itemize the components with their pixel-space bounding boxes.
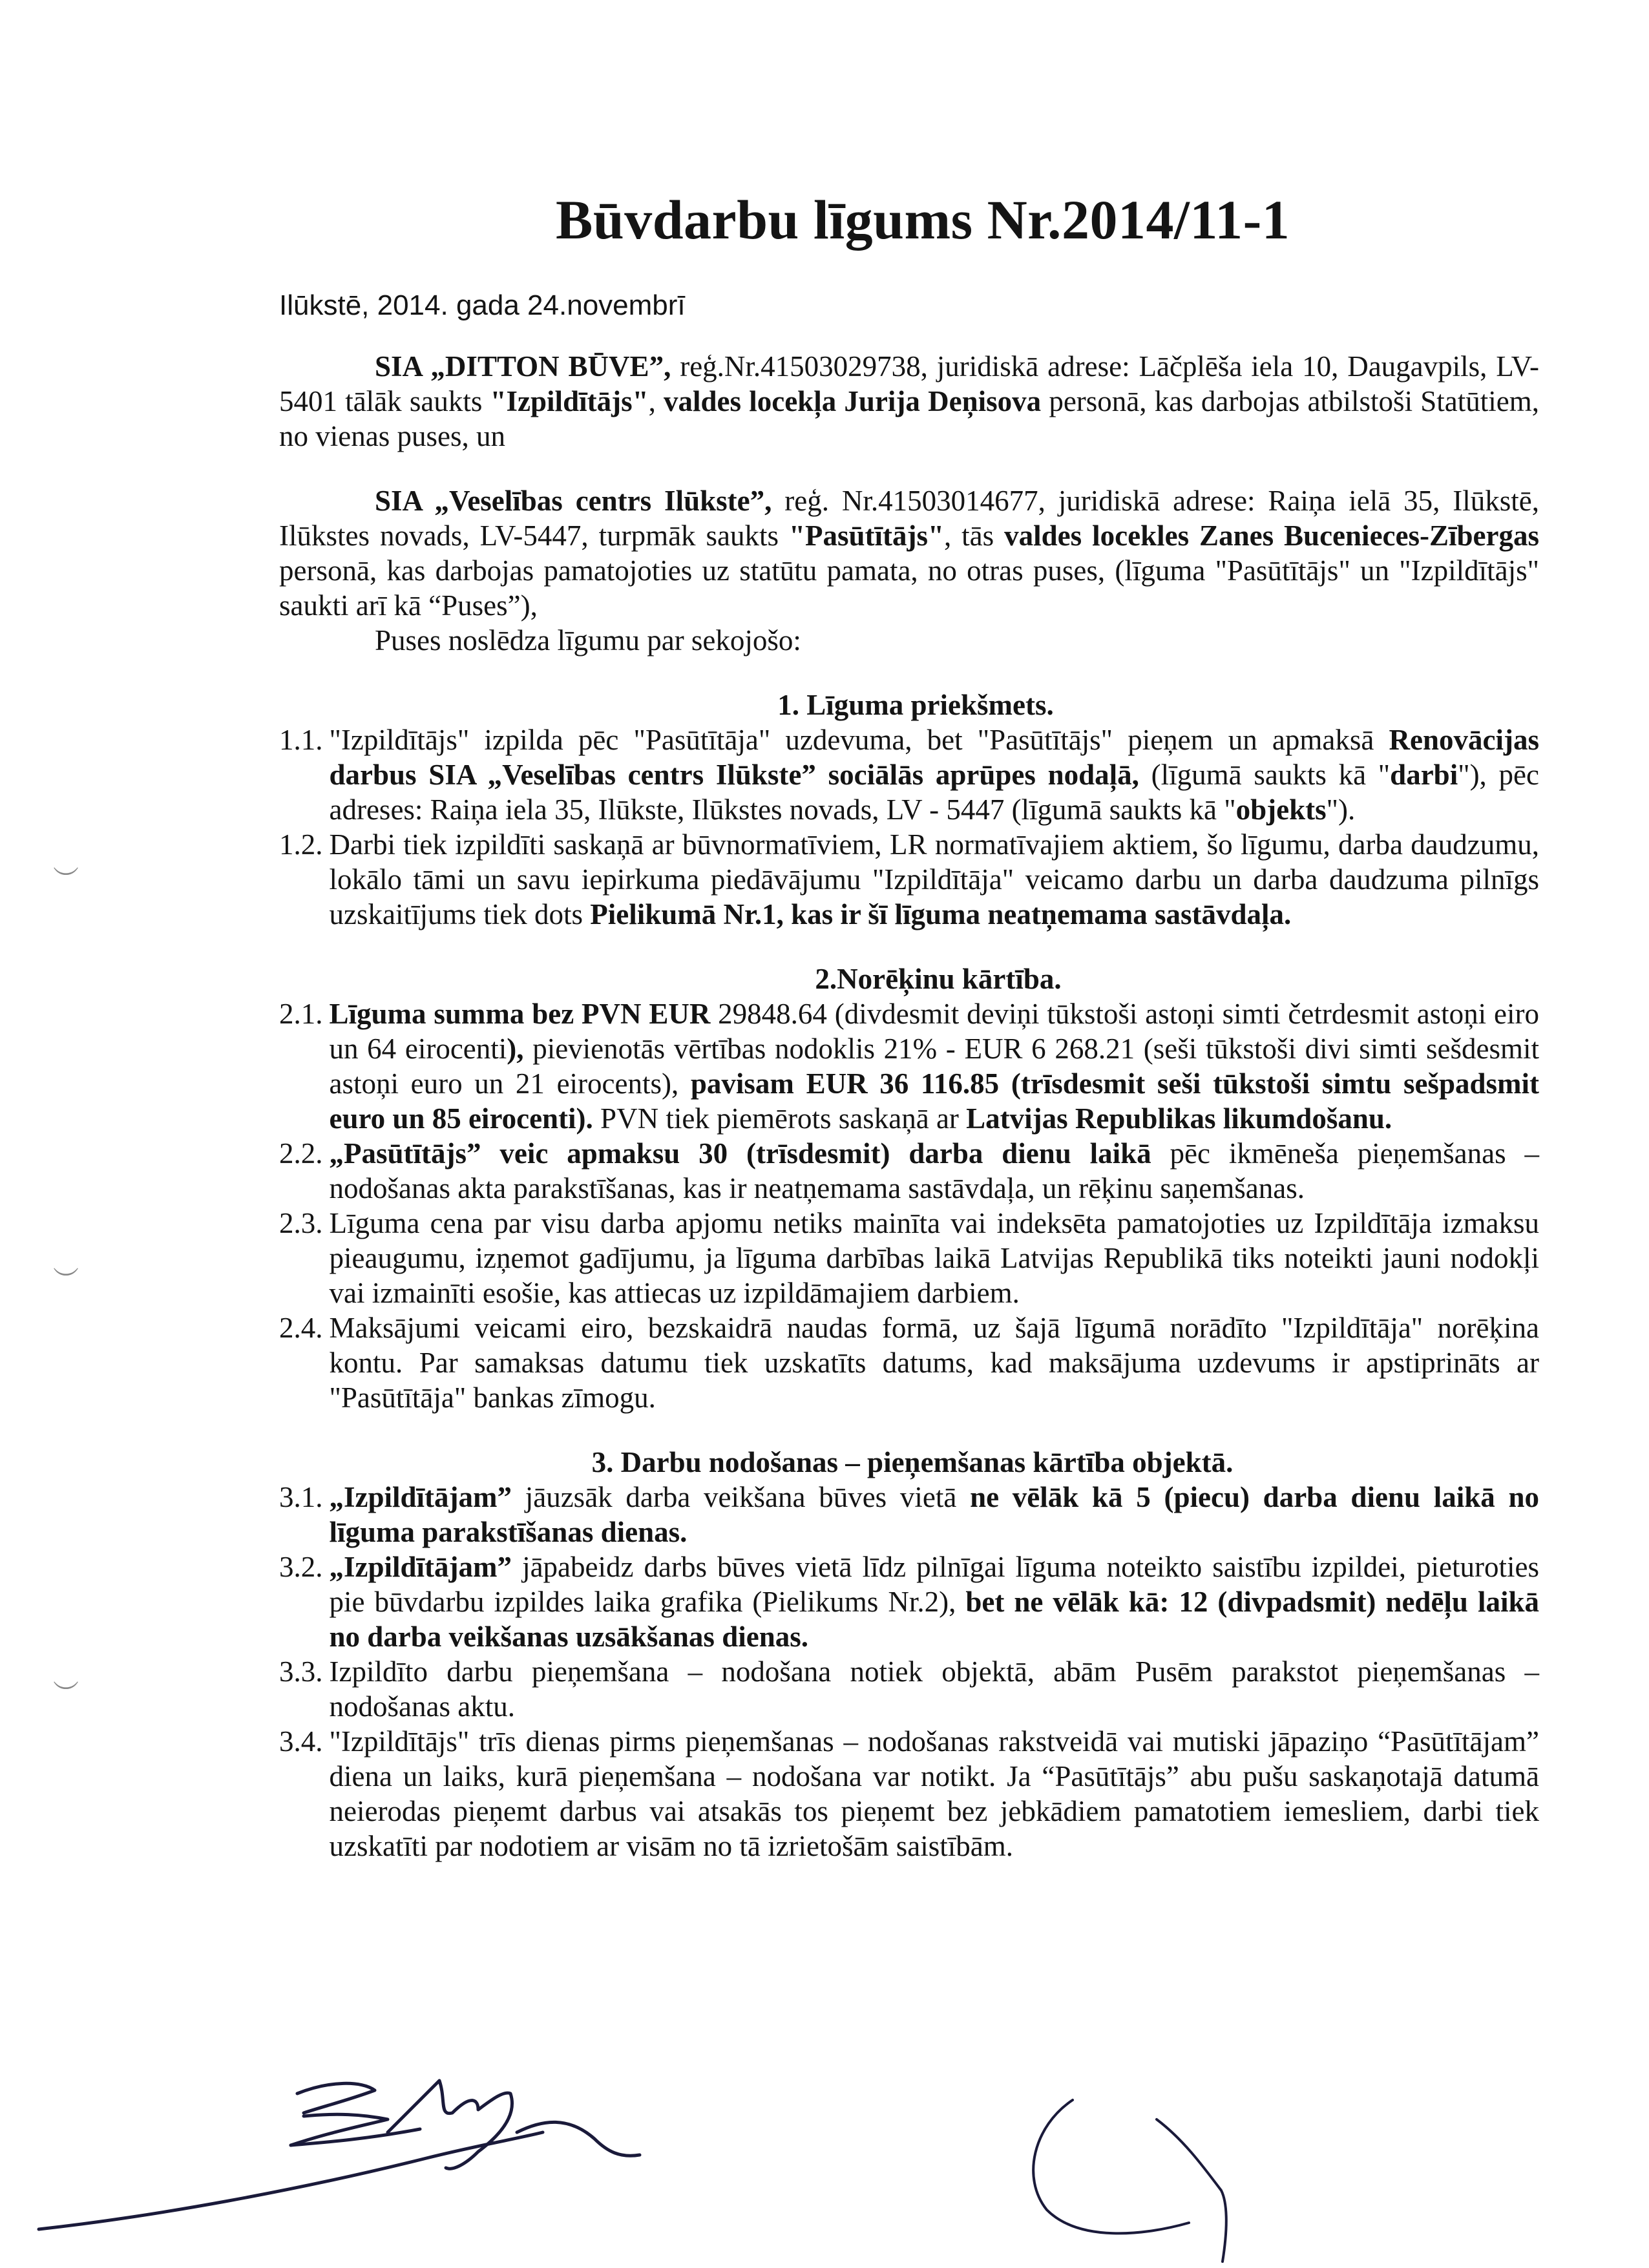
clause-number: 2.1.	[279, 998, 323, 1030]
clause-3-1	[279, 1480, 1539, 1549]
section3-heading: 3. Darbu nodošanas – pieņemšanas kārtība objektā.	[591, 1446, 1234, 1478]
clause-2-4	[279, 1310, 1539, 1415]
party2-name: SIA „Veselības centrs Ilūkste”,	[375, 485, 772, 517]
clause-2-1-bold-c: ),	[507, 1033, 524, 1065]
party2-representative: valdes locekles Zanes Bucenieces-Zībergas	[1004, 520, 1539, 552]
clause-2-1-bold-e: pavisam EUR 36 116.85 (trīsdesmit seši tūkstoši simtu sešpadsmit euro un 85 eirocenti).	[329, 1067, 1539, 1135]
clause-3-2	[279, 1549, 1539, 1654]
clause-number: 3.1.	[279, 1481, 323, 1513]
clause-number: 1.2.	[279, 828, 323, 861]
party2-text2: personā, kas darbojas pamatojoties uz statūtu pamata, no otras puses, (līguma "Pasūtītājs" un "Izpildītājs" saukti arī kā “Puses”),	[279, 554, 1539, 622]
party1-text2: personā, kas darbojas atbilstoši Statūtiem, no vienas puses, un	[279, 385, 1540, 452]
party1-name: SIA „DITTON BŪVE”,	[375, 350, 671, 383]
document-title: Būvdarbu līgums Nr.2014/11-1	[556, 189, 1290, 251]
clause-number: 3.4.	[279, 1725, 323, 1758]
scan-mark: ︶	[53, 1679, 79, 1708]
clause-2-2-text-b: pēc ikmēneša pieņemšanas – nodošanas akta parakstīšanas, kas ir neatņemama sastāvdaļa, un rēķinu saņemšanas.	[329, 1137, 1539, 1204]
clause-text	[330, 1136, 1540, 1206]
clause-1-1-bold-b: Renovācijas darbus SIA „Veselības centrs Ilūkste” sociālās aprūpes nodaļā,	[329, 724, 1539, 791]
clause-1-1-text-g: ").	[1326, 793, 1356, 826]
clause-number: 3.2.	[279, 1551, 323, 1583]
clause-2-1-text-d: pievienotās vērtības nodoklis 21% - EUR 6 268.21 (seši tūkstoši divi simti sešdesmit astoņi euro un 21 eirocents),	[329, 1033, 1539, 1100]
clause-1-1	[279, 722, 1539, 827]
scan-mark: ︶	[53, 865, 79, 894]
party1-text1: reģ.Nr.41503029738, juridiskā adrese: Lāčplēša iela 10, Daugavpils, LV-5401 tālāk saukts	[279, 350, 1540, 417]
clause-text	[330, 1480, 1540, 1549]
clause-3-3	[279, 1654, 1539, 1724]
clause-text: Maksājumi veicami eiro, bezskaidrā naudas formā, uz šajā līgumā norādīto "Izpildītāja" norēķina kontu. Par samaksas datumu tiek uzskatīts datums, kad maksājuma uzdevums ir apstiprināts ar "Pasūtītāja" bankas zīmogu.	[329, 1312, 1539, 1414]
clause-1-2-text-a: Darbi tiek izpildīti saskaņā ar būvnormatīviem, LR normatīvajiem aktiem, šo līgumu, darba daudzumu, lokālo tāmi un savu iepirkuma piedāvājumu "Izpildītāja" veicamo darbu un darba daudzuma pilnīgs uzskaitījums tiek dots	[329, 828, 1539, 930]
agreement-line: Puses noslēdza līgumu par sekojošo:	[375, 624, 801, 656]
clause-3-2-text-b: jāpabeidz darbs būves vietā līdz pilnīgai līguma noteikto saistību izpildei, pieturoties pie būvdarbu izpildes laika grafika (Pielikums Nr.2),	[329, 1551, 1539, 1618]
clause-2-1	[279, 996, 1539, 1136]
clause-1-1-text-e: "), pēc adreses: Raiņa iela 35, Ilūkste, Ilūkstes novads, LV - 5447 (līgumā saukts kā "	[329, 759, 1539, 826]
clause-number: 1.1.	[279, 724, 323, 756]
clause-1-2-bold-b: Pielikumā Nr.1, kas ir šī līguma neatņemama sastāvdaļa.	[590, 898, 1292, 930]
party2-text1: reģ. Nr.41503014677, juridiskā adrese: Raiņa ielā 35, Ilūkstē, Ilūkstes novads, LV-5447, turpmāk saukts	[279, 485, 1539, 552]
clause-2-1-text-b: 29848.64 (divdesmit deviņi tūkstoši astoņi simti četrdesmit astoņi eiro un 64 eirocenti	[329, 998, 1539, 1065]
clause-number: 2.4.	[279, 1312, 323, 1344]
party2-role: "Pasūtītājs"	[788, 520, 944, 552]
clause-3-1-bold-a: „Izpildītājam”	[329, 1481, 512, 1513]
clause-text	[330, 1549, 1540, 1654]
clause-2-1-text-f: PVN tiek piemērots saskaņā ar	[593, 1102, 967, 1135]
clause-number: 2.3.	[279, 1207, 323, 1239]
clause-3-2-bold-c: bet ne vēlāk kā: 12 (divpadsmit) nedēļu laikā no darba veikšanas uzsākšanas dienas.	[329, 1586, 1539, 1653]
document-body	[279, 349, 1539, 1864]
clause-2-1-bold-a: Līguma summa bez PVN EUR	[329, 998, 711, 1030]
clause-2-3	[279, 1206, 1539, 1310]
place-date: Ilūkstē, 2014. gada 24.novembrī	[279, 289, 686, 321]
party1-sep: ,	[648, 385, 664, 417]
party2-sep: , tās	[943, 520, 1005, 552]
scan-mark: ︶	[53, 1266, 79, 1295]
clause-3-1-text-b: jāuzsāk darba veikšana būves vietā	[512, 1481, 971, 1513]
clause-1-1-bold-d: darbi	[1390, 759, 1458, 791]
party1-paragraph	[279, 349, 1539, 454]
party2-paragraph	[279, 483, 1539, 623]
clause-1-2	[279, 827, 1539, 932]
signature-left	[26, 2055, 685, 2249]
signature-right	[995, 2087, 1447, 2268]
clause-text	[330, 722, 1540, 827]
clause-2-2	[279, 1136, 1539, 1206]
clause-1-1-text-c: (līgumā saukts kā "	[1139, 759, 1391, 791]
party1-role: "Izpildītājs"	[490, 385, 649, 417]
clause-2-1-bold-g: Latvijas Republikas likumdošanu.	[966, 1102, 1392, 1135]
clause-text: Līguma cena par visu darba apjomu netiks mainīta vai indeksēta pamatojoties uz Izpildītāja izmaksu pieaugumu, izņemot gadījumu, ja līguma darbības laikā Latvijas Republikā tiks noteikti jauni nodokļi vai izmainīti esošie, kas attiecas uz izpildāmajiem darbiem.	[329, 1207, 1539, 1309]
section2-heading: 2.Norēķinu kārtība.	[815, 963, 1062, 995]
clause-text	[330, 827, 1540, 932]
clause-text: "Izpildītājs" trīs dienas pirms pieņemšanas – nodošanas rakstveidā vai mutiski jāpaziņo “Pasūtītājam” diena un laiks, kurā pieņemšana – nodošana var notikt. Ja “Pasūtītājs” abu pušu saskaņotajā datumā neierodas pieņemt darbus vai atsakās tos pieņemt bez jebkādiem pamatotiem iemesliem, darbi tiek uzskatīti par nodotiem ar visām no tā izrietošām saistībām.	[329, 1725, 1539, 1862]
clause-3-4	[279, 1724, 1539, 1864]
clause-2-2-bold-a: „Pasūtītājs” veic apmaksu 30 (trīsdesmit) darba dienu laikā	[329, 1137, 1151, 1170]
party1-representative: valdes locekļa Jurija Deņisova	[664, 385, 1042, 417]
clause-3-1-bold-c: ne vēlāk kā 5 (piecu) darba dienu laikā no līguma parakstīšanas dienas.	[329, 1481, 1539, 1548]
clause-text	[330, 996, 1540, 1136]
clause-number: 3.3.	[279, 1655, 323, 1688]
clause-3-2-bold-a: „Izpildītājam”	[329, 1551, 512, 1583]
clause-1-1-bold-f: objekts	[1235, 793, 1327, 826]
clause-text: Izpildīto darbu pieņemšana – nodošana notiek objektā, abām Pusēm parakstot pieņemšanas – nodošanas aktu.	[329, 1655, 1539, 1723]
clause-1-1-text-a: "Izpildītājs" izpilda pēc "Pasūtītāja" uzdevuma, bet "Pasūtītājs" pieņem un apmaksā	[329, 724, 1389, 756]
clause-number: 2.2.	[279, 1137, 323, 1170]
section1-heading: 1. Līguma priekšmets.	[777, 689, 1054, 721]
